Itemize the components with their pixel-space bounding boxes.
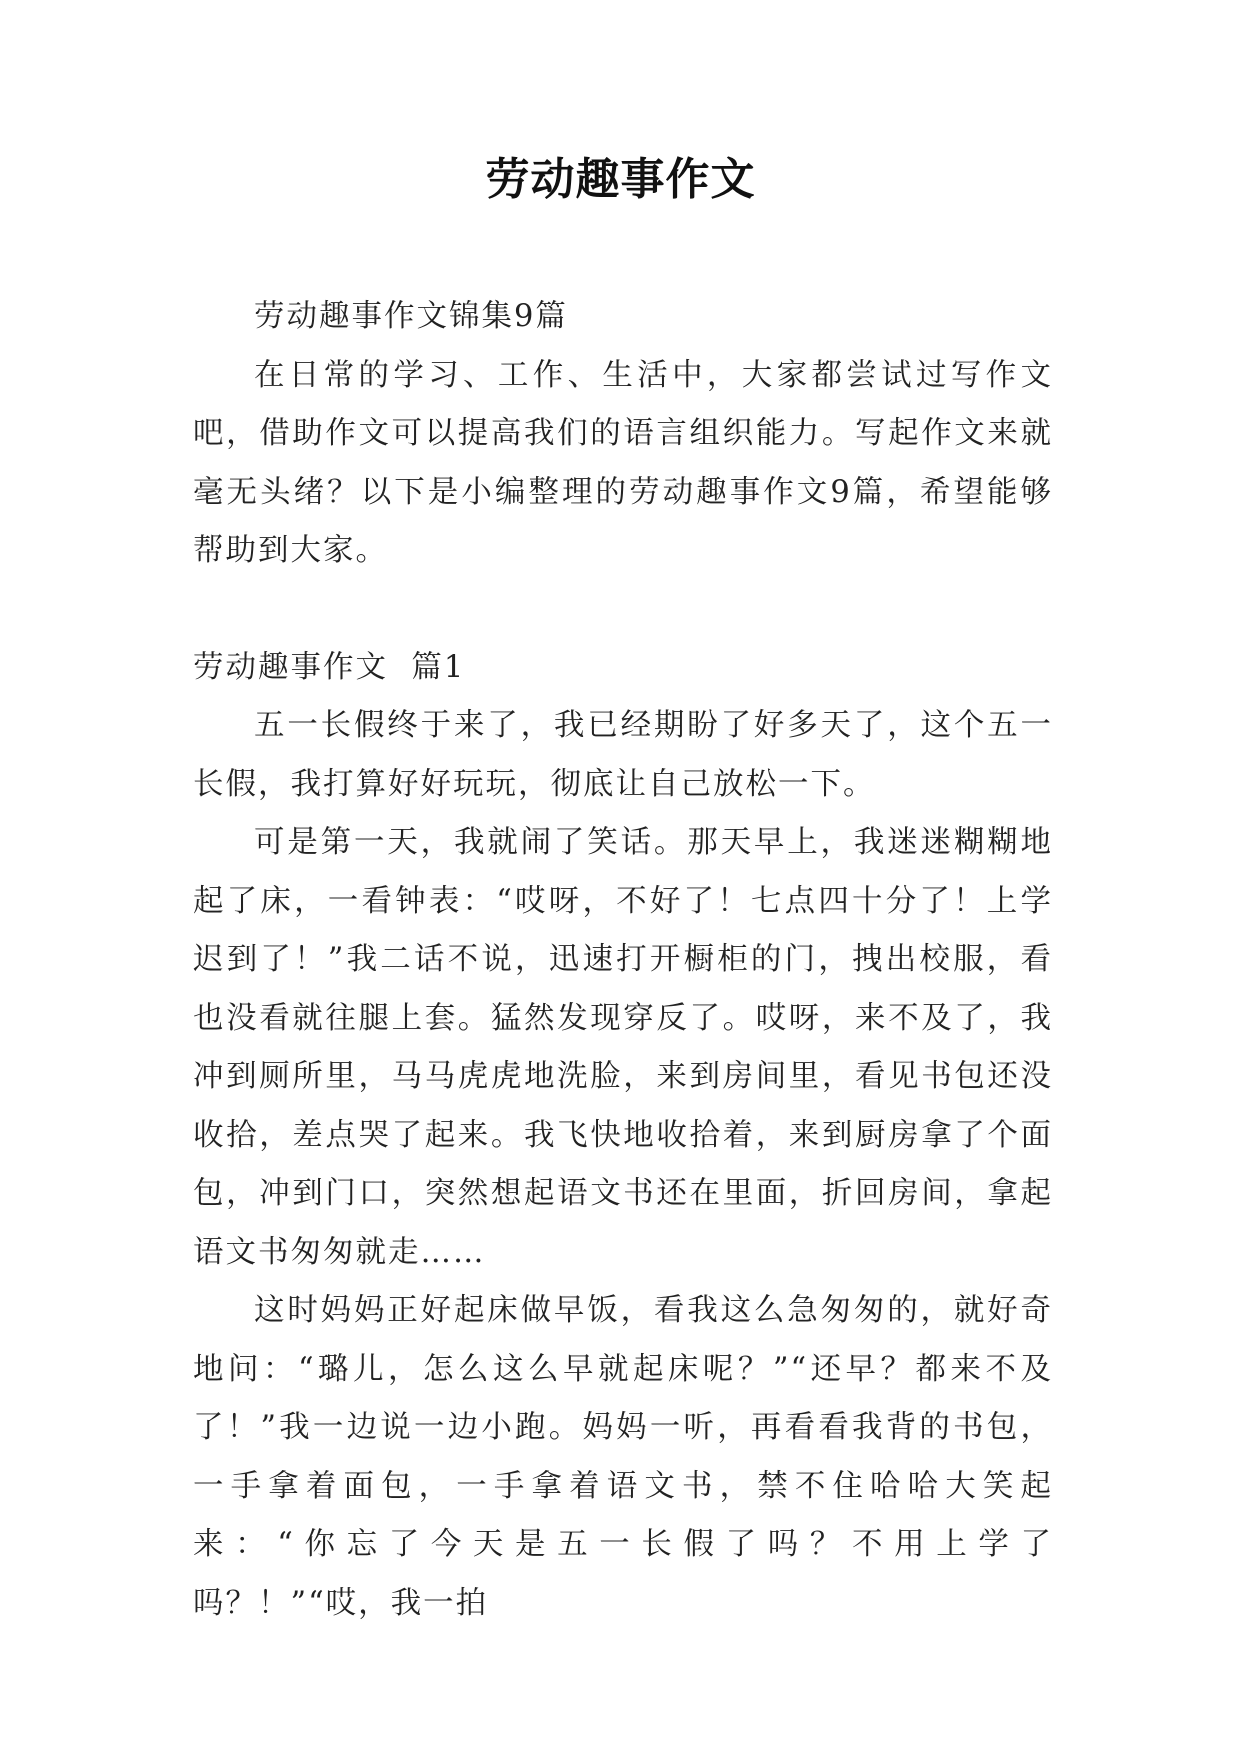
document-subtitle: 劳动趣事作文锦集9篇 bbox=[254, 299, 568, 334]
section-heading: 劳动趣事作文 篇1 bbox=[193, 649, 466, 685]
document-title: 劳动趣事作文 bbox=[485, 154, 756, 205]
body-paragraph: 可是第一天，我就闹了笑话。那天早上，我迷迷糊糊地起了床，一看钟表：“哎呀，不好了！七点四十分了！上学迟到了！”我二话不说，迅速打开橱柜的门，拽出校服，看也没看就往腿上套。猛然发现穿反了。哎呀，来不及了，我冲到厕所里，马马虎虎地洗脸，来到房间里，看见书包还没收拾，差点哭了起来。我飞快地收拾着，来到厨房拿了个面包，冲到门口，突然想起语文书还在里面，折回房间，拿起语文书匆匆就走…… bbox=[193, 825, 1053, 1270]
body-paragraph: 这时妈妈正好起床做早饭，看我这么急匆匆的，就好奇地问：“璐儿，怎么这么早就起床呢？”“还早？都来不及了！”我一边说一边小跑。妈妈一听，再看看我背的书包，一手拿着面包，一手拿着语文书，禁不住哈哈大笑起来：“你忘了今天是五一长假了吗？不用上学了吗？！”“哎，我一拍 bbox=[193, 1293, 1053, 1621]
body-paragraph: 五一长假终于来了，我已经期盼了好多天了，这个五一长假，我打算好好玩玩，彻底让自己放松一下。 bbox=[193, 708, 1053, 802]
section-spacer bbox=[193, 581, 1053, 639]
intro-paragraph: 在日常的学习、工作、生活中，大家都尝试过写作文吧，借助作文可以提高我们的语言组织能力。写起作文来就毫无头绪？以下是小编整理的劳动趣事作文9篇，希望能够帮助到大家。 bbox=[193, 357, 1053, 568]
document-body bbox=[193, 288, 1053, 1633]
